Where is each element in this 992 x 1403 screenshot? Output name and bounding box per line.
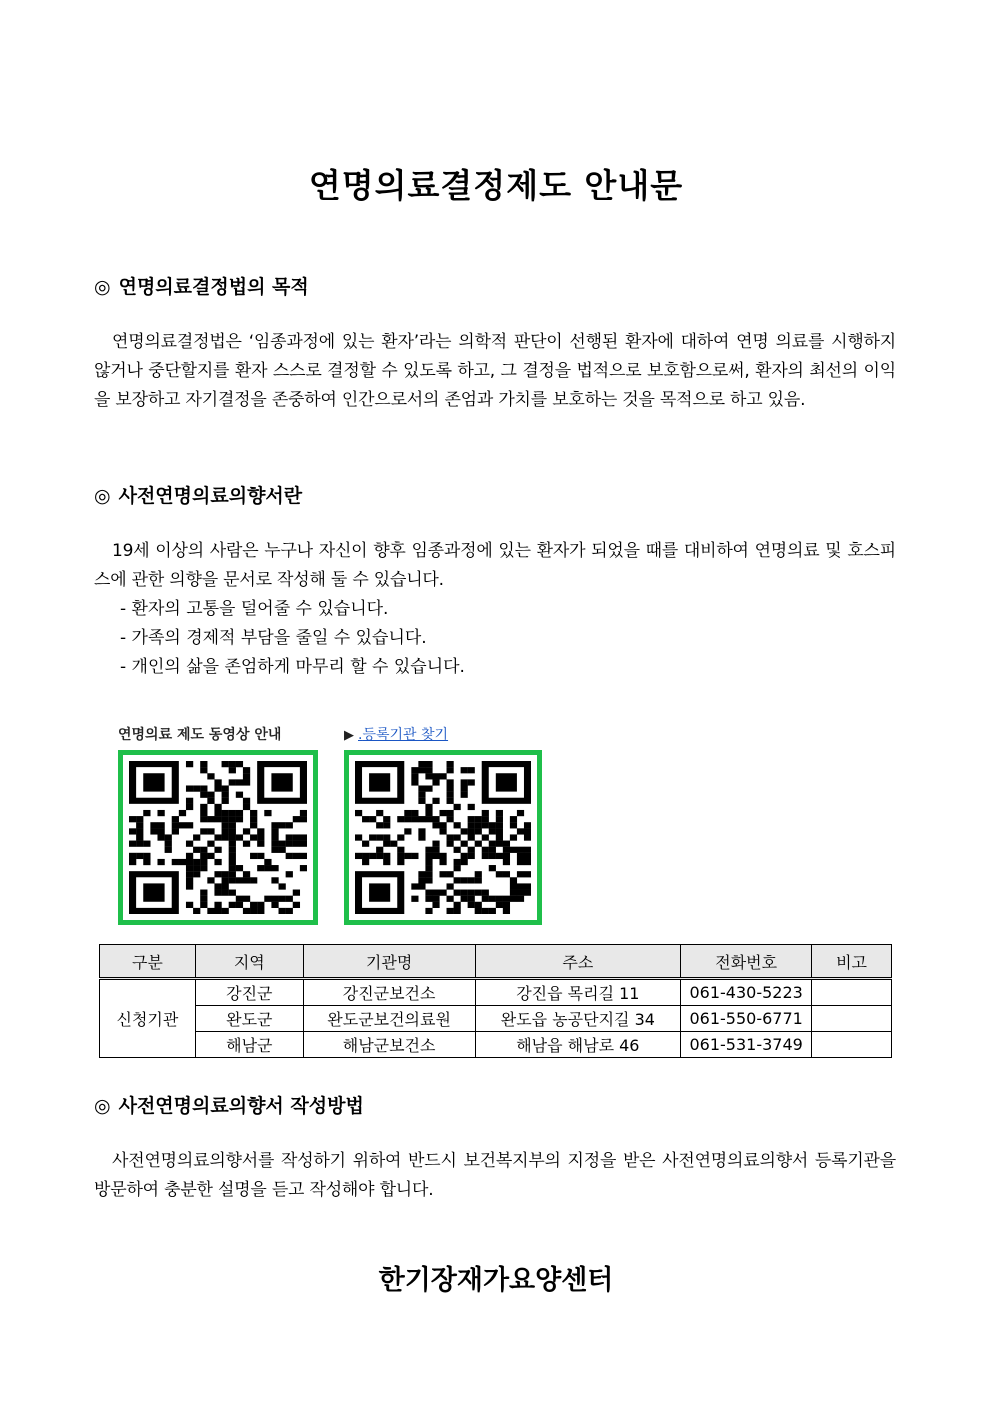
section-heading-text: 사전연명의료의향서 작성방법 [118, 1095, 364, 1117]
region-cell: 완도군 [195, 1006, 303, 1032]
column-header: 주소 [475, 945, 681, 979]
qr-registration-frame [344, 750, 542, 925]
qr-video-caption: 연명의료 제도 동영상 안내 [118, 727, 282, 743]
table-header-row [100, 945, 892, 979]
bullseye-icon: ◎ [94, 1095, 111, 1117]
institution-name-cell: 해남군보건소 [303, 1032, 475, 1058]
benefit-item: - 개인의 삶을 존엄하게 마무리 할 수 있습니다. [120, 657, 465, 677]
column-header: 비고 [812, 945, 892, 979]
institution-name-cell: 완도군보건의료원 [303, 1006, 475, 1032]
play-arrow-icon: ▶ [344, 728, 354, 743]
registration-institutions-table [99, 944, 892, 1058]
qr-video-frame [118, 750, 318, 925]
qr-video-guide [118, 724, 318, 925]
section-body-purpose: 연명의료결정법은 ‘임종과정에 있는 환자’라는 의학적 판단이 선행된 환자에 대하여 연명 의료를 시행하지 않거나 중단할지를 환자 스스로 결정할 수 있도록 하고, 그 결정을 법적으로 보호함으로써, 환자의 최선의 이익을 보장하고 자기결정을 존중하여 인간으로서의 존엄과 가치를 보호하는 것을 목적으로 하고 있음. [94, 332, 896, 410]
column-header: 기관명 [303, 945, 475, 979]
table-row [100, 1032, 892, 1058]
section-heading-advance-directive [94, 481, 302, 508]
table-row [100, 979, 892, 1006]
qr-code-icon[interactable] [355, 761, 531, 914]
link-text: 등록기관 찾기 [362, 727, 449, 743]
region-cell: 강진군 [195, 979, 303, 1006]
bullseye-icon: ◎ [94, 276, 111, 298]
group-label-cell: 신청기관 [100, 979, 196, 1058]
section-body-advance-directive: 19세 이상의 사람은 누구나 자신이 향후 임종과정에 있는 환자가 되었을 때를 대비하여 연명의료 및 호스피스에 관한 의향을 문서로 작성해 둘 수 있습니다. [94, 541, 896, 590]
qr-link-caption [344, 724, 542, 746]
section-heading-how-to-write [94, 1091, 364, 1118]
column-header: 지역 [195, 945, 303, 979]
section-body-how-to-write: 사전연명의료의향서를 작성하기 위하여 반드시 보건복지부의 지정을 받은 사전연명의료의향서 등록기관을 방문하여 충분한 설명을 듣고 작성해야 합니다. [94, 1151, 896, 1200]
section-heading-text: 사전연명의료의향서란 [118, 485, 303, 507]
address-cell: 해남읍 해남로 46 [475, 1032, 681, 1058]
benefit-item: - 환자의 고통을 덜어줄 수 있습니다. [120, 599, 389, 619]
registration-finder-link[interactable] [358, 727, 448, 743]
page-title: 연명의료결정제도 안내문 [308, 166, 684, 205]
section-heading-purpose [94, 272, 309, 299]
table-row [100, 1006, 892, 1032]
address-cell: 강진읍 목리길 11 [475, 979, 681, 1006]
column-header: 전화번호 [681, 945, 812, 979]
link-prefix: . [358, 727, 363, 743]
institution-name-cell: 강진군보건소 [303, 979, 475, 1006]
note-cell [812, 979, 892, 1006]
phone-cell: 061-531-3749 [681, 1032, 812, 1058]
qr-code-icon[interactable] [129, 761, 307, 914]
column-header: 구분 [100, 945, 196, 979]
region-cell: 해남군 [195, 1032, 303, 1058]
benefit-item: - 가족의 경제적 부담을 줄일 수 있습니다. [120, 628, 427, 648]
note-cell [812, 1032, 892, 1058]
phone-cell: 061-430-5223 [681, 979, 812, 1006]
address-cell: 완도읍 농공단지길 34 [475, 1006, 681, 1032]
qr-registration-finder [344, 724, 542, 925]
phone-cell: 061-550-6771 [681, 1006, 812, 1032]
organization-name: 한기장재가요양센터 [378, 1265, 614, 1296]
bullseye-icon: ◎ [94, 485, 111, 507]
note-cell [812, 1006, 892, 1032]
section-heading-text: 연명의료결정법의 목적 [118, 276, 309, 298]
